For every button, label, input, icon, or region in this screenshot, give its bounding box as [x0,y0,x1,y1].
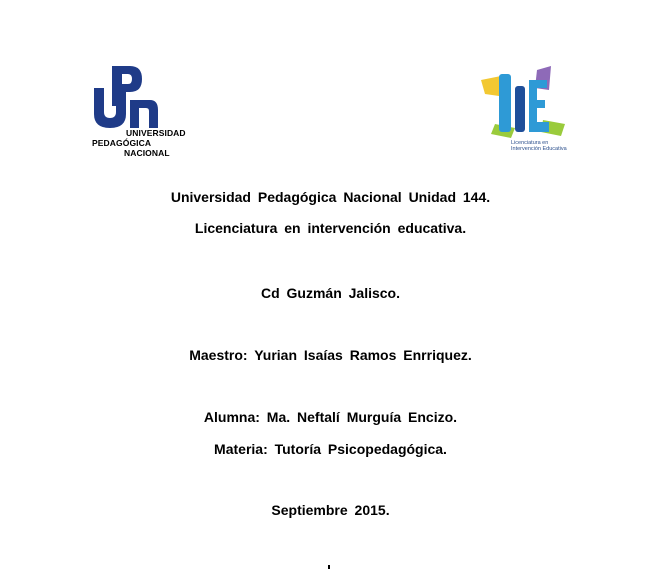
city-name: Cd Guzmán Jalisco. [260,285,401,301]
upn-logo [90,66,200,158]
lie-logo-mark [481,66,573,140]
teacher-name: Maestro: Yurian Isaías Ramos Enrriquez. [189,347,472,363]
lie-logo-text [511,140,567,153]
upn-logo-mark [92,66,162,130]
university-name: Universidad Pedagógica Nacional Unidad 144. [170,189,491,205]
upn-logo-text-2: PEDAGÓGICA [92,138,152,148]
upn-logo-text-3: NACIONAL [124,148,170,158]
upn-logo-text-1: UNIVERSIDAD [126,128,186,138]
document-date: Septiembre 2015. [271,502,390,518]
lie-logo-text-2: Intervención Educativa [511,146,567,153]
text-cursor [328,565,330,569]
subject-name: Materia: Tutoría Psicopedagógica. [214,441,447,457]
lie-logo [481,66,573,156]
program-name: Licenciatura en intervención educativa. [194,220,467,236]
student-name: Alumna: Ma. Neftalí Murguía Encizo. [203,409,458,425]
lie-logo-text-1: Licenciatura en [511,140,549,146]
